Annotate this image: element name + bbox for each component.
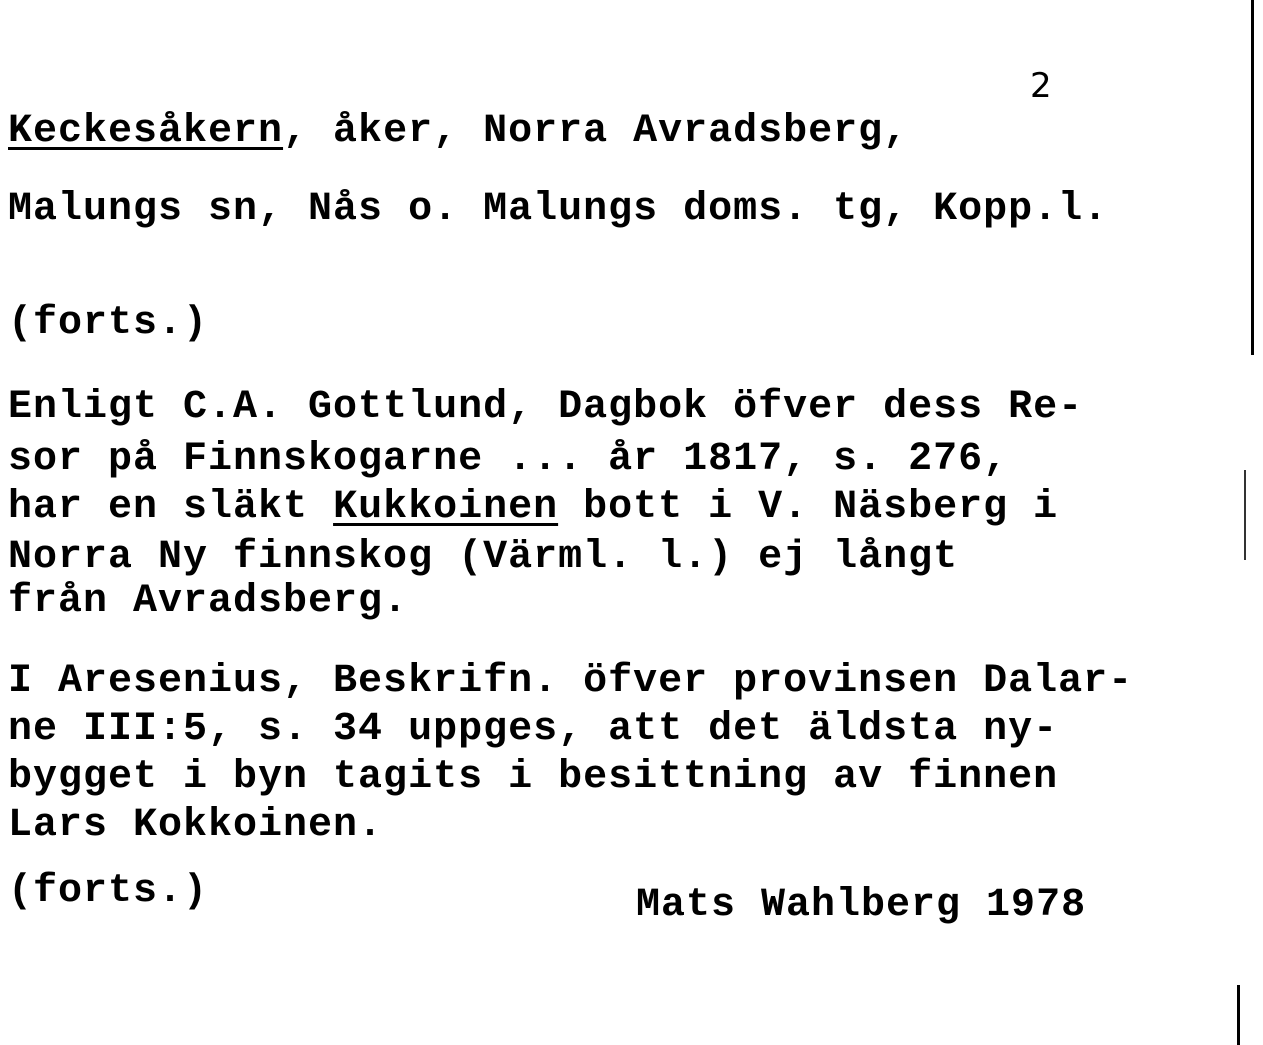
paragraph-1-line-5: från Avradsberg. [8,579,409,624]
paragraph-2-line-2: ne III:5, s. 34 uppges, att det äldsta ny- [8,707,1059,752]
paragraph-1-line-3-before: har en släkt [8,485,334,530]
card-edge-line-lower [1244,470,1246,560]
paragraph-1-line-1: Enligt C.A. Gottlund, Dagbok öfver dess Re- [8,385,1084,430]
paragraph-2-line-4: Lars Kokkoinen. [8,803,384,848]
paragraph-1-line-2: sor på Finnskogarne ... år 1817, s. 276, [8,437,1009,482]
signature: Mats Wahlberg 1978 [636,883,1087,928]
continued-note-bottom: (forts.) [8,869,209,914]
continued-note-top: (forts.) [8,301,209,346]
heading-line-2: Malungs sn, Nås o. Malungs doms. tg, Kopp.l. [8,187,1109,232]
paragraph-2-line-3: bygget i byn tagits i besittning av finnen [8,755,1059,800]
heading-rest: , åker, Norra Avradsberg, [283,109,909,154]
place-name: Keckesåkern [8,109,284,154]
paragraph-1-line-4: Norra Ny finnskog (Värml. l.) ej långt [8,535,959,580]
heading-line-1 [8,109,909,154]
card-edge-line-bottom [1237,985,1240,1045]
paragraph-1-line-3-after: bott i V. Näsberg i [558,485,1059,530]
paragraph-2-line-1: I Aresenius, Beskrifn. öfver provinsen Dalar- [8,659,1134,704]
card-edge-line [1251,0,1254,355]
family-name: Kukkoinen [333,485,559,530]
page-number: 2 [1030,66,1052,106]
paragraph-1-line-3 [8,485,1059,530]
